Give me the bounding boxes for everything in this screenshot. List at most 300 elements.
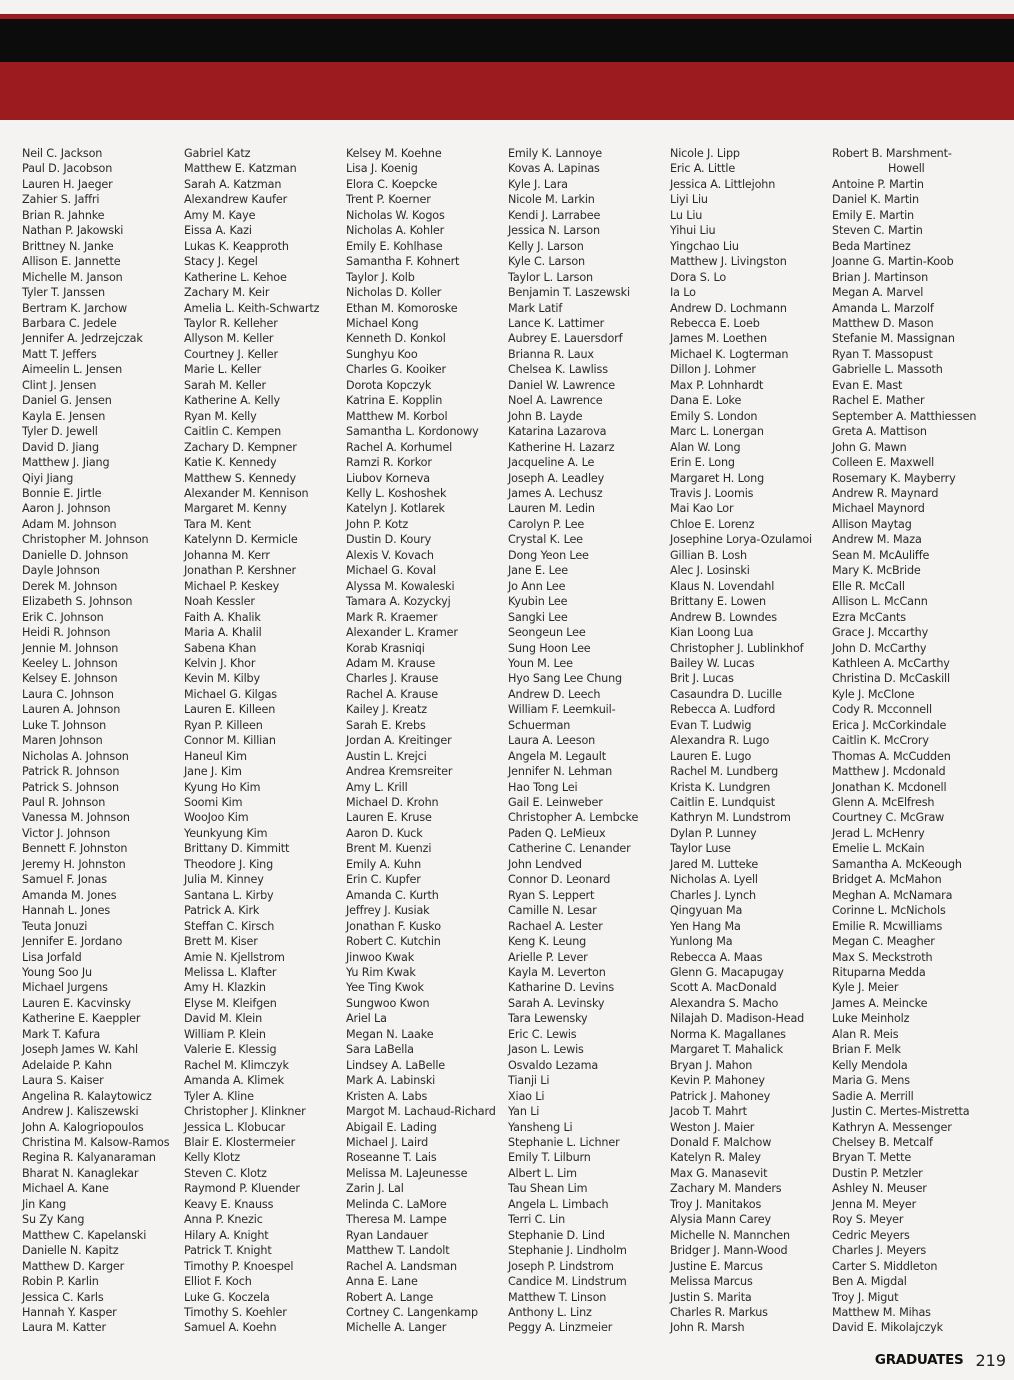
graduate-name: Lauren A. Johnson <box>22 703 121 717</box>
graduate-name: Marc L. Lonergan <box>670 425 764 439</box>
graduate-name: Derek M. Johnson <box>22 579 118 593</box>
graduate-name: Nicholas A. Kohler <box>346 224 445 238</box>
graduate-name: Travis J. Loomis <box>670 486 754 500</box>
graduate-name: Yeunkyung Kim <box>184 826 268 840</box>
graduate-name: Alec J. Losinski <box>670 564 750 578</box>
graduate-name: Ryan S. Leppert <box>508 888 595 902</box>
graduate-name: Rosemary K. Mayberry <box>832 471 956 485</box>
graduate-name: Stephanie D. Lind <box>508 1228 605 1242</box>
graduate-name: Michael G. Kilgas <box>184 687 277 701</box>
graduate-name: Ariel La <box>346 1012 387 1026</box>
graduate-name: Erik C. Johnson <box>22 610 104 624</box>
graduate-name: Aaron D. Kuck <box>346 826 423 840</box>
name-columns <box>0 146 1014 1336</box>
graduate-name: Bryan J. Mahon <box>670 1058 753 1072</box>
graduate-name: Thomas A. McCudden <box>832 749 951 763</box>
graduate-name: Katherine H. Lazarz <box>508 440 615 454</box>
graduate-name: Chelsea K. Lawliss <box>508 363 608 377</box>
graduate-name: Jane E. Lee <box>508 564 569 578</box>
graduate-name: Alexis V. Kovach <box>346 548 434 562</box>
graduate-name: Kelsey E. Johnson <box>22 672 118 686</box>
graduate-name: Kyle J. McClone <box>832 687 915 701</box>
graduate-name: Kailey J. Kreatz <box>346 703 427 717</box>
graduate-name: Matthew M. Korbol <box>346 409 448 423</box>
graduate-name: Kevin M. Kilby <box>184 672 260 686</box>
graduate-name: Ryan T. Massopust <box>832 347 933 361</box>
graduate-name: Robert C. Kutchin <box>346 935 441 949</box>
graduate-name: Valerie E. Klessig <box>184 1043 277 1057</box>
graduate-name: Sean M. McAuliffe <box>832 548 930 562</box>
graduate-name: Hilary A. Knight <box>184 1228 269 1242</box>
graduate-name: Marie L. Keller <box>184 363 262 377</box>
graduate-name: Sarah A. Katzman <box>184 177 282 191</box>
graduate-name: Dustin P. Metzler <box>832 1166 923 1180</box>
graduate-name: Evan T. Ludwig <box>670 718 752 732</box>
graduate-name: Beda Martinez <box>832 239 911 253</box>
graduate-name: Samuel A. Koehn <box>184 1321 277 1335</box>
graduate-name: Katelynn D. Kermicle <box>184 533 298 547</box>
header-black-band <box>0 19 1014 62</box>
graduate-name: Glenn G. Macapugay <box>670 966 784 980</box>
graduate-name: Samantha A. McKeough <box>832 857 962 871</box>
graduate-name: Kelsey M. Koehne <box>346 147 442 160</box>
graduate-name: Scott A. MacDonald <box>670 981 777 995</box>
graduate-name: Kathryn A. Messenger <box>832 1120 952 1134</box>
graduate-name: Theresa M. Lampe <box>346 1213 447 1227</box>
graduate-name: Theodore J. King <box>184 857 274 871</box>
graduate-name: Anthony L. Linz <box>508 1305 592 1319</box>
graduate-name: Brianna R. Laux <box>508 347 594 361</box>
graduate-name: Samantha L. Kordonowy <box>346 425 479 439</box>
graduate-name: Taylor J. Kolb <box>346 270 415 284</box>
graduate-name: Troy J. Migut <box>832 1290 899 1304</box>
graduate-name: Norma K. Magallanes <box>670 1027 786 1041</box>
graduate-name: Eric A. Little <box>670 162 736 176</box>
graduate-name: Liyi Liu <box>670 193 708 207</box>
graduate-name: Hannah Y. Kasper <box>22 1305 117 1319</box>
graduate-name: Tamara A. Kozyckyj <box>346 595 451 609</box>
graduate-name: Margaret T. Mahalick <box>670 1043 783 1057</box>
name-column-6 <box>832 146 992 1336</box>
graduate-name: Bailey W. Lucas <box>670 656 755 670</box>
graduate-name: Lauren E. Kruse <box>346 811 432 825</box>
graduate-name: Matthew D. Karger <box>22 1259 125 1273</box>
graduate-name: Steven C. Klotz <box>184 1166 267 1180</box>
graduate-name: John D. McCarthy <box>832 641 927 655</box>
graduate-name: Emily K. Lannoye <box>508 147 603 160</box>
page-number: 219 <box>975 1350 1006 1370</box>
graduate-name: Roseanne T. Lais <box>346 1151 437 1165</box>
graduate-name: Kevin P. Mahoney <box>670 1074 765 1088</box>
graduate-name: Teuta Jonuzi <box>22 919 88 933</box>
graduate-name: Weston J. Maier <box>670 1120 755 1134</box>
graduate-name: Andrew M. Maza <box>832 533 922 547</box>
graduate-name: James A. Meincke <box>832 996 928 1010</box>
graduate-name: Lance K. Lattimer <box>508 316 605 330</box>
graduate-name: Allyson M. Keller <box>184 332 274 346</box>
graduate-name: Jessica A. Littlejohn <box>670 177 776 191</box>
graduate-name: Rachel E. Mather <box>832 394 925 408</box>
graduate-name: Michael Maynord <box>832 502 925 516</box>
graduate-name: Michelle N. Mannchen <box>670 1228 790 1242</box>
graduate-name: Brittany E. Lowen <box>670 595 766 609</box>
graduate-name: Adam M. Krause <box>346 656 436 670</box>
graduate-name: Yunlong Ma <box>670 935 733 949</box>
graduate-name: Youn M. Lee <box>508 656 573 670</box>
graduate-name: Gabrielle L. Massoth <box>832 363 943 377</box>
name-column-2 <box>184 146 344 1336</box>
graduate-name: Noah Kessler <box>184 595 255 609</box>
graduate-name: Ethan M. Komoroske <box>346 301 458 315</box>
graduate-name: Kelvin J. Khor <box>184 656 256 670</box>
graduate-name: Michael K. Logterman <box>670 347 789 361</box>
graduate-name: John A. Kalogriopoulos <box>22 1120 144 1134</box>
graduate-name: Angela L. Limbach <box>508 1197 609 1211</box>
graduate-name: Amie N. Kjellstrom <box>184 950 285 964</box>
graduate-name: Charles J. Lynch <box>670 888 756 902</box>
graduate-name: Elliot F. Koch <box>184 1275 252 1289</box>
graduate-name: Samuel F. Jonas <box>22 873 107 887</box>
graduate-name: Gillian B. Losh <box>670 548 747 562</box>
graduate-name: Rachel A. Landsman <box>346 1259 457 1273</box>
graduate-name: Luke G. Koczela <box>184 1290 270 1304</box>
graduate-name: Kyle J. Lara <box>508 177 568 191</box>
graduate-name: Angela M. Legault <box>508 749 606 763</box>
graduate-name: Arielle P. Lever <box>508 950 588 964</box>
graduate-name: Regina R. Kalyanaraman <box>22 1151 156 1165</box>
graduate-name: Austin L. Krejci <box>346 749 427 763</box>
graduate-name: Timothy P. Knoespel <box>184 1259 294 1273</box>
graduate-name: Joseph James W. Kahl <box>22 1043 139 1057</box>
graduate-name: Dana E. Loke <box>670 394 742 408</box>
graduate-name: Stephanie L. Lichner <box>508 1136 620 1149</box>
graduate-name: Katrina E. Kopplin <box>346 394 443 408</box>
graduate-name: Jessica N. Larson <box>508 224 600 238</box>
graduate-name: Brian F. Melk <box>832 1043 901 1057</box>
graduate-name: Laura S. Kaiser <box>22 1074 104 1088</box>
graduate-name: Korab Krasniqi <box>346 641 425 655</box>
graduate-name: Kayla M. Leverton <box>508 966 606 980</box>
graduate-name: Donald F. Malchow <box>670 1136 772 1149</box>
graduate-name: Casaundra D. Lucille <box>670 687 782 701</box>
graduate-name: Sarah M. Keller <box>184 378 266 392</box>
graduate-name: Timothy S. Koehler <box>184 1305 287 1319</box>
graduate-name: Amanda A. Klimek <box>184 1074 284 1088</box>
graduate-name: Jinwoo Kwak <box>346 950 415 964</box>
graduate-name: Yu Rim Kwak <box>346 966 416 980</box>
graduate-name: Nicole M. Larkin <box>508 193 595 207</box>
graduate-name: Dustin D. Koury <box>346 533 432 547</box>
graduate-name: Ia Lo <box>670 286 696 300</box>
graduate-name: Carolyn P. Lee <box>508 517 585 531</box>
graduate-name: Matthew T. Landolt <box>346 1244 450 1258</box>
graduate-name: Josephine Lorya-Ozulamoi <box>670 533 812 547</box>
graduate-name: Sangki Lee <box>508 610 568 624</box>
graduate-name: Tara M. Kent <box>184 517 251 531</box>
graduate-name: Luke Meinholz <box>832 1012 910 1026</box>
graduate-name: Keavy E. Knauss <box>184 1197 274 1211</box>
graduate-name: Michael A. Kane <box>22 1182 109 1196</box>
graduate-name: Santana L. Kirby <box>184 888 274 902</box>
graduate-name: Katherine A. Kelly <box>184 394 280 408</box>
graduate-name: Liubov Korneva <box>346 471 430 485</box>
graduate-name: Megan N. Laake <box>346 1027 434 1041</box>
graduate-name: Bridger J. Mann-Wood <box>670 1244 788 1258</box>
graduate-name: Andrew R. Maynard <box>832 486 939 500</box>
graduate-name: Aimeelin L. Jensen <box>22 363 123 377</box>
name-column-1 <box>22 146 182 1336</box>
graduate-name: Nicholas A. Lyell <box>670 873 758 887</box>
graduate-name: Adam M. Johnson <box>22 517 117 531</box>
graduate-name: Soomi Kim <box>184 796 243 810</box>
graduate-name: Alan W. Long <box>670 440 741 454</box>
graduate-name: Lauren H. Jaeger <box>22 177 113 191</box>
graduate-name: Zachary D. Kempner <box>184 440 297 454</box>
graduate-name: Margot M. Lachaud-Richard <box>346 1105 496 1119</box>
graduate-name: Lisa J. Koenig <box>346 162 418 176</box>
graduate-name: Kelly J. Larson <box>508 239 584 253</box>
graduate-name: Rachael A. Lester <box>508 919 603 933</box>
graduate-name: Cedric Meyers <box>832 1228 910 1242</box>
graduate-name: Brett M. Kiser <box>184 935 258 949</box>
graduate-name: Abigail E. Lading <box>346 1120 437 1134</box>
graduate-name: Paden Q. LeMieux <box>508 826 606 840</box>
graduate-name: Michael Jurgens <box>22 981 108 995</box>
graduate-name: Jennifer E. Jordano <box>22 935 123 949</box>
graduate-name: Jacob T. Mahrt <box>670 1105 747 1119</box>
graduate-name: Caitlin E. Lundquist <box>670 796 776 810</box>
graduate-name: Jennifer A. Jedrzejczak <box>22 332 143 346</box>
graduate-name: Rebecca A. Ludford <box>670 703 776 717</box>
graduate-name: Elle R. McCall <box>832 579 905 593</box>
graduate-name: Melissa Marcus <box>670 1275 753 1289</box>
graduate-name: Crystal K. Lee <box>508 533 583 547</box>
graduate-name: Katelyn J. Kotlarek <box>346 502 445 516</box>
graduate-name: Chelsey B. Metcalf <box>832 1136 933 1149</box>
graduate-name: Katharine D. Levins <box>508 981 615 995</box>
graduate-name: Brittney N. Janke <box>22 239 114 253</box>
graduate-name: Ashley N. Meuser <box>832 1182 927 1196</box>
graduate-name: Mark A. Labinski <box>346 1074 436 1088</box>
header-red-band <box>0 62 1014 120</box>
graduate-name: Hyo Sang Lee Chung <box>508 672 622 686</box>
graduate-name: Melissa L. Klafter <box>184 966 277 980</box>
graduate-name: Dillon J. Lohmer <box>670 363 756 377</box>
graduate-name: Michael D. Krohn <box>346 796 439 810</box>
graduate-name: Emily S. London <box>670 409 758 423</box>
graduate-name: Bharat N. Kanaglekar <box>22 1166 139 1180</box>
graduate-name: Jeremy H. Johnston <box>22 857 126 871</box>
graduate-name: Daniel G. Jensen <box>22 394 112 408</box>
graduate-name: Paul D. Jacobson <box>22 162 113 176</box>
graduate-name: Roy S. Meyer <box>832 1213 904 1227</box>
graduate-name: Neil C. Jackson <box>22 147 103 160</box>
graduate-name: Osvaldo Lezama <box>508 1058 599 1072</box>
graduate-name: Terri C. Lin <box>508 1213 566 1227</box>
graduate-name: Laura M. Katter <box>22 1321 106 1335</box>
graduate-name: Charles J. Meyers <box>832 1244 927 1258</box>
graduate-name: Young Soo Ju <box>22 966 92 980</box>
graduate-name: Max S. Meckstroth <box>832 950 933 964</box>
graduate-name: WooJoo Kim <box>184 811 249 825</box>
graduate-name: Candice M. Lindstrum <box>508 1275 627 1289</box>
graduate-name: Jennifer N. Lehman <box>508 765 613 779</box>
graduate-name: Johanna M. Kerr <box>184 548 270 562</box>
graduate-name: Kelly Mendola <box>832 1058 908 1072</box>
graduate-name: Dong Yeon Lee <box>508 548 589 562</box>
graduate-name: Charles J. Krause <box>346 672 439 686</box>
graduate-name: Mary K. McBride <box>832 564 921 578</box>
graduate-name: Dayle Johnson <box>22 564 100 578</box>
graduate-name: William P. Klein <box>184 1027 266 1041</box>
graduate-name: Mai Kao Lor <box>670 502 734 516</box>
graduate-name: Christina M. Kalsow-Ramos <box>22 1136 170 1149</box>
graduate-name: Laura A. Leeson <box>508 734 596 748</box>
graduate-name: Bryan T. Mette <box>832 1151 912 1165</box>
graduate-name: Bonnie E. Jirtle <box>22 486 102 500</box>
graduate-name: Hannah L. Jones <box>22 904 110 918</box>
graduate-name: Jin Kang <box>22 1197 67 1211</box>
graduate-name: Trent P. Koerner <box>346 193 431 207</box>
graduate-name: September A. Matthiessen <box>832 409 977 423</box>
graduate-name: Andrea Kremsreiter <box>346 765 453 779</box>
graduate-name: Ryan M. Kelly <box>184 409 257 423</box>
graduate-name: Kayla E. Jensen <box>22 409 106 423</box>
graduate-name: Faith A. Khalik <box>184 610 261 624</box>
graduate-name: Andrew D. Lochmann <box>670 301 787 315</box>
graduate-name: Erica J. McCorkindale <box>832 718 947 732</box>
graduate-name: Stacy J. Kegel <box>184 255 258 269</box>
graduate-name: Eric C. Lewis <box>508 1027 577 1041</box>
graduate-name: Justin C. Mertes-Mistretta <box>832 1105 970 1119</box>
graduate-name: Bennett F. Johnston <box>22 842 128 856</box>
graduate-name: Michael J. Laird <box>346 1136 429 1149</box>
graduate-name: Sungwoo Kwon <box>346 996 430 1010</box>
graduate-name: Elora C. Koepcke <box>346 177 438 191</box>
name-column-4 <box>508 146 668 1336</box>
graduate-name: Christopher A. Lembcke <box>508 811 639 825</box>
graduate-name: Greta A. Mattison <box>832 425 927 439</box>
graduate-name: Rachel A. Krause <box>346 687 438 701</box>
graduate-name: Sunghyu Koo <box>346 347 418 361</box>
graduate-name: Jane J. Kim <box>184 765 242 779</box>
graduate-name: Joseph A. Leadley <box>508 471 605 485</box>
graduate-name: Catherine C. Lenander <box>508 842 631 856</box>
graduate-name: Katelyn R. Maley <box>670 1151 761 1165</box>
graduate-name: Samantha F. Kohnert <box>346 255 460 269</box>
graduate-name: Emily T. Lilburn <box>508 1151 591 1165</box>
graduate-name: Christina D. McCaskill <box>832 672 950 686</box>
graduate-name: Margaret H. Long <box>670 471 765 485</box>
graduate-name: Haneul Kim <box>184 749 247 763</box>
graduate-name: Katherine L. Kehoe <box>184 270 287 284</box>
graduate-name: Su Zy Kang <box>22 1213 85 1227</box>
graduate-name: Brit J. Lucas <box>670 672 734 686</box>
graduate-name: Keng K. Leung <box>508 935 587 949</box>
graduate-name: Alexander L. Kramer <box>346 626 458 640</box>
graduate-name: Mark Latif <box>508 301 563 315</box>
graduate-name: Tara Lewensky <box>508 1012 588 1026</box>
graduate-name: Andrew D. Leech <box>508 687 601 701</box>
graduate-name: John B. Layde <box>508 409 583 423</box>
graduate-name: Cortney C. Langenkamp <box>346 1305 478 1319</box>
graduate-name: Daniel W. Lawrence <box>508 378 616 392</box>
graduate-name: Charles R. Markus <box>670 1305 768 1319</box>
graduate-name: Tianji Li <box>508 1074 550 1088</box>
graduate-name: Lauren E. Killeen <box>184 703 276 717</box>
graduate-name: Connor D. Leonard <box>508 873 611 887</box>
graduate-name: Lisa Jorfald <box>22 950 82 964</box>
graduate-name: Klaus N. Lovendahl <box>670 579 775 593</box>
graduate-name: Carter S. Middleton <box>832 1259 938 1273</box>
graduate-name: Ryan P. Killeen <box>184 718 263 732</box>
graduate-name: Amy M. Kaye <box>184 208 256 222</box>
graduate-name: Sabena Khan <box>184 641 257 655</box>
graduate-name: Michael Kong <box>346 316 419 330</box>
graduate-name: Katherine E. Kaeppler <box>22 1012 141 1026</box>
page-footer <box>875 1349 1006 1371</box>
graduate-name: Brittany D. Kimmitt <box>184 842 290 856</box>
graduate-name: Keeley L. Johnson <box>22 656 118 670</box>
graduate-name: Julia M. Kinney <box>184 873 264 887</box>
graduate-name: Lindsey A. LaBelle <box>346 1058 446 1072</box>
graduate-name: Michelle A. Langer <box>346 1321 447 1335</box>
graduate-name: Qiyi Jiang <box>22 471 74 485</box>
graduate-name: Jonathan K. Mcdonell <box>832 780 947 794</box>
graduate-name: Chloe E. Lorenz <box>670 517 755 531</box>
graduate-name: Jenna M. Meyer <box>832 1197 917 1211</box>
graduate-name: Dorota Kopczyk <box>346 378 432 392</box>
graduate-name: Rituparna Medda <box>832 966 926 980</box>
graduate-name: Eissa A. Kazi <box>184 224 252 238</box>
graduate-name: Adelaide P. Kahn <box>22 1058 112 1072</box>
graduate-name: Elizabeth S. Johnson <box>22 595 133 609</box>
graduate-name: Zahier S. Jaffri <box>22 193 100 207</box>
graduate-name: Qingyuan Ma <box>670 904 743 918</box>
graduate-name: Kathleen A. McCarthy <box>832 656 950 670</box>
graduate-name: Yan Li <box>508 1105 540 1119</box>
graduate-name: Peggy A. Linzmeier <box>508 1321 613 1335</box>
graduate-name: David M. Klein <box>184 1012 263 1026</box>
graduate-name: Allison Maytag <box>832 517 912 531</box>
graduate-name: Melissa M. LaJeunesse <box>346 1166 468 1180</box>
graduate-name: Matthew J. Mcdonald <box>832 765 946 779</box>
graduate-name: Brian J. Martinson <box>832 270 929 284</box>
graduate-name: Antoine P. Martin <box>832 177 924 191</box>
graduate-name: Matthew C. Kapelanski <box>22 1228 147 1242</box>
graduate-name: Yingchao Liu <box>670 239 739 253</box>
graduate-name: Yen Hang Ma <box>670 919 741 933</box>
graduate-name: Kelly L. Koshoshek <box>346 486 447 500</box>
graduate-name: Justin S. Marita <box>670 1290 752 1304</box>
graduate-name: Ezra McCants <box>832 610 906 624</box>
graduate-name: Aaron J. Johnson <box>22 502 111 516</box>
graduate-name: Bridget A. McMahon <box>832 873 942 887</box>
graduate-name: Christopher J. Klinkner <box>184 1105 306 1119</box>
graduate-name: Benjamin T. Laszewski <box>508 286 630 300</box>
graduate-name: Stefanie M. Massignan <box>832 332 955 346</box>
graduate-name: David E. Mikolajczyk <box>832 1321 943 1335</box>
graduate-name: Howell <box>888 162 925 176</box>
graduate-name: Lauren M. Ledin <box>508 502 595 516</box>
graduate-name: Nathan P. Jakowski <box>22 224 124 238</box>
graduate-name: Jordan A. Kreitinger <box>346 734 452 748</box>
graduate-name: Patrick R. Johnson <box>22 765 120 779</box>
graduate-name: Melinda C. LaMore <box>346 1197 447 1211</box>
graduate-name: Tyler D. Jewell <box>22 425 98 439</box>
graduate-name: John P. Kotz <box>346 517 409 531</box>
graduate-name: Kyung Ho Kim <box>184 780 261 794</box>
